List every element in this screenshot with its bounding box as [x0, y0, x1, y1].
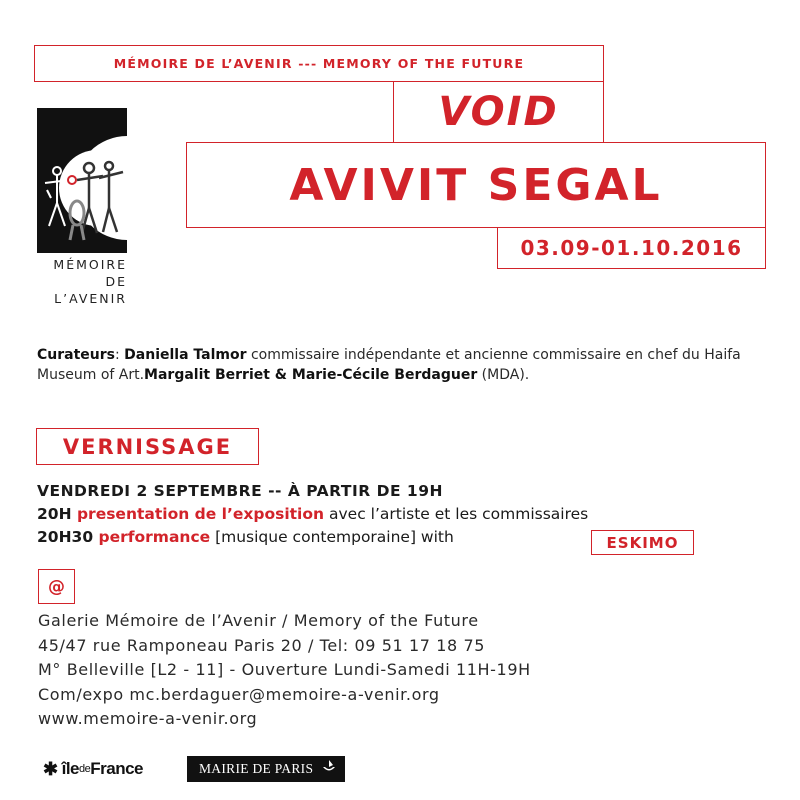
event-1-rest: avec l’artiste et les commissaires	[324, 505, 589, 523]
contact-block	[38, 609, 758, 732]
logo-line-3: L’AVENIR	[54, 291, 127, 306]
at-symbol: @	[48, 576, 65, 597]
contact-hours: M° Belleville [L2 - 11] - Ouverture Lundi-Samedi 11H-19H	[38, 660, 531, 679]
event-1-time: 20H	[37, 505, 77, 523]
idf-suffix: France	[90, 759, 143, 778]
exhibition-title-box	[393, 81, 604, 143]
contact-website[interactable]: www.memoire-a-venir.org	[38, 709, 258, 728]
curators-paragraph	[37, 345, 765, 385]
logo-line-2: DE	[105, 274, 127, 289]
ile-de-france-logo	[43, 756, 143, 782]
curator-name-2: Margalit Berriet & Marie-Cécile Berdaguer	[144, 367, 478, 383]
exhibition-dates-box	[497, 227, 766, 269]
event-2-rest: [musique contemporaine] with	[210, 528, 454, 546]
contact-address: 45/47 rue Ramponeau Paris 20 / Tel: 09 51 17 18 75	[38, 635, 486, 655]
curator-name-1: Daniella Talmor	[124, 347, 247, 363]
performer-badge	[591, 530, 694, 555]
paris-ship-icon	[321, 759, 337, 780]
logo-line-1: MÉMOIRE	[53, 257, 127, 272]
stick-figures-logo-icon	[37, 108, 127, 253]
gallery-logo-image	[37, 108, 127, 253]
curator-desc-2: (MDA).	[477, 367, 530, 383]
performer-name: ESKIMO	[606, 533, 679, 552]
artist-name: AVIVIT SEGAL	[289, 159, 663, 211]
header-banner-text: MÉMOIRE DE L’AVENIR --- MEMORY OF THE FUTURE	[113, 56, 525, 71]
contact-gallery-name: Galerie Mémoire de l’Avenir / Memory of the Future	[38, 611, 479, 630]
gallery-logo-text	[37, 256, 127, 307]
idf-de: de	[79, 763, 91, 775]
star-icon: ✱	[43, 758, 58, 779]
exhibition-dates: 03.09-01.10.2016	[520, 236, 743, 260]
artist-name-box	[186, 142, 766, 228]
paris-logo-text: MAIRIE DE PARIS	[199, 761, 314, 776]
exhibition-title: VOID	[438, 89, 559, 135]
vernissage-date: VENDREDI 2 SEPTEMBRE -- À PARTIR DE 19H	[37, 482, 443, 500]
vernissage-heading-box	[36, 428, 259, 465]
event-1-title: presentation de l’exposition	[76, 505, 325, 523]
event-2-time: 20H30	[37, 528, 99, 546]
contact-email[interactable]: Com/expo mc.berdaguer@memoire-a-venir.org	[38, 684, 440, 704]
contact-at-icon	[38, 569, 75, 604]
header-banner	[34, 45, 604, 82]
event-line-1	[37, 503, 777, 526]
vernissage-heading: VERNISSAGE	[62, 434, 233, 459]
idf-prefix: île	[61, 759, 79, 778]
event-2-title: performance	[98, 528, 211, 546]
curator-desc-1: commissaire indépendante et ancienne commissaire en chef du Haifa Museum of Art.	[37, 347, 741, 383]
curators-sep: :	[114, 347, 125, 363]
curators-label: Curateurs	[37, 347, 115, 363]
mairie-de-paris-logo	[187, 756, 345, 782]
